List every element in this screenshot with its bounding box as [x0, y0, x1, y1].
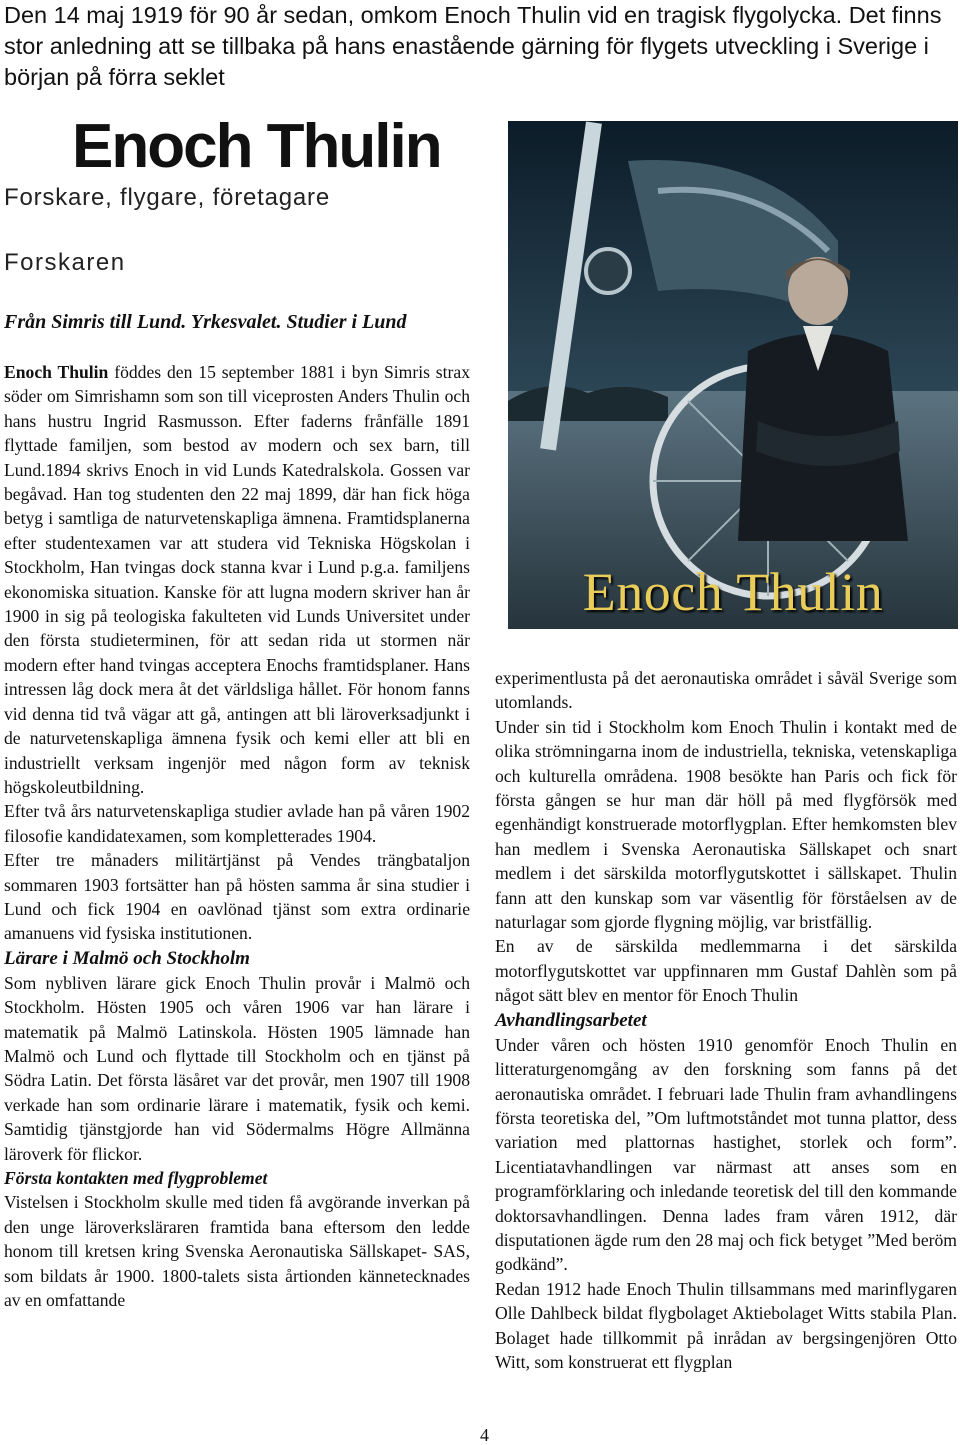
portrait-photo [508, 121, 958, 629]
paragraph: Under våren och hösten 1910 genomför Enoch Thulin en litteraturgenomgång av den forskning som fanns på det aeronautiska området. I februari lade Thulin fram avhandlingens första teoretiska del, ”Om luftmotståndet mot tunna plattor, dess variation med plattornas hastighet, storlek och form”. Licentiatavhandlingen var närmast att anses som en programförklaring och inledande teoretisk del till den kommande doktorsavhandlingen. Denna lades fram våren 1912, där disputationen ägde rum den 28 maj och fick betyget ”Med beröm godkänd”. [495, 1034, 957, 1275]
left-column [4, 360, 470, 1312]
page-title: Enoch Thulin [72, 112, 441, 181]
paragraph [4, 360, 470, 799]
photo-illustration [508, 121, 958, 629]
section-heading-first-contact: Första kontakten med flygproblemet [4, 1168, 268, 1188]
page-number: 4 [480, 1425, 489, 1445]
right-column [495, 666, 957, 1374]
paragraph: En av de särskilda medlemmarna i det särskilda motorflygutskottet var uppfinnaren mm Gustaf Dahlèn som på något sätt blev en mentor för Enoch Thulin [495, 936, 957, 1006]
paragraph: Som nybliven lärare gick Enoch Thulin provår i Malmö och Stockholm. Hösten 1905 och våren 1906 var han lärare i matematik på Malmö Latinskola. Hösten 1905 lämnade han Malmö och Lund och flyttade till Stockholm och en tjänst på Södra Latin. Det första läsåret var det provår, men 1907 till 1908 verkade han som ordinarie lärare i matematik, fysik och kemi. Samtidig tjänstgjorde han vid Södermalms Högre Allmänna läroverk för flickor. [4, 972, 470, 1164]
paragraph: Vistelsen i Stockholm skulle med tiden få avgörande inverkan på den unge läroverksläraren framtida bana eftersom den ledde honom till kretsen kring Svenska Aeronautiska Sällskapet- SAS, som bildats år 1900. 1800-talets sista årtionden kännetecknades av en omfattande [4, 1192, 470, 1311]
subtitle: Forskare, flygare, företagare [4, 184, 331, 211]
paragraph: experimentlusta på det aeronautiska området i såväl Sverige som utomlands. [495, 668, 957, 713]
intro-text: Den 14 maj 1919 för 90 år sedan, omkom Enoch Thulin vid en tragisk flygolycka. Det finns stor anledning att se tillbaka på hans enastående gärning för flygets utveckling i Sverige i början på förra seklet [4, 2, 942, 90]
section-heading-teacher: Lärare i Malmö och Stockholm [4, 947, 250, 969]
photo-caption: Enoch Thulin [582, 562, 884, 622]
section-heading: Forskaren [4, 249, 126, 276]
paragraph-text: föddes den 15 september 1881 i byn Simris strax söder om Simrishamn som son till viceprosten Anders Thulin och hans hustru Ingrid Rasmusson. Efter faderns frånfälle 1891 flyttade familjen, som bestod av modern och sex barn, till Lund.1894 skrivs Enoch in vid Lunds Katedralskola. Gossen var begåvad. Han tog studenten den 22 maj 1899, där han fick höga betyg i samtliga de naturvetenskapliga ämnena. Framtidsplanerna efter studentexamen var att studera vid Tekniska Högskolan i Stockholm, Han tvingas dock stanna kvar i Lund p.g.a. familjens ekonomiska situation. Kanske för att lugna modern skriver han år 1900 in sig på teologiska fakulteten vid Lunds Universitet under den första studieterminen, för att sedan rida ut stormen när modern efter hand tvingas acceptera Enochs framtidsplaner. Hans intressen låg dock mera åt det världsliga hållet. För honom fanns vid denna tid två vägar att gå, antingen att bli läroverksadjunkt i de naturvetenskapliga ämnena fysik och kemi eller att bli en industriellt verksam ingenjör med någon form av teknisk högskoleutbildning. [4, 362, 471, 797]
section-heading-thesis: Avhandlingsarbetet [495, 1009, 647, 1031]
paragraph: Under sin tid i Stockholm kom Enoch Thulin i kontakt med de olika strömningarna inom de industriella, tekniska, vetenskapliga och kulturella områdena. 1908 besökte han Paris och fick för första gången se hur man där höll på med flygförsök med egenhändigt konstruerade motorflygplan. Efter hemkomsten blev han medlem i Svenska Aeronautiska Sällskapet och snart medlem i det särskilda motorflygutskottet i sällskapet. Thulin fann att den kunskap som var väsentlig för förståelsen av de naturlagar som gjorde flygning möjlig, var bristfällig. [495, 716, 957, 933]
paragraph: Efter tre månaders militärtjänst på Vendes trängbataljon sommaren 1903 fortsätter han på hösten samma år sina studier i Lund och fick 1904 en oavlönad tjänst som extra ordinarie amanuens vid fysiska institutionen. [4, 850, 470, 944]
paragraph: Redan 1912 hade Enoch Thulin tillsammans med marinflygaren Olle Dahlbeck bildat flygbolaget Aktiebolaget Witts stabila Plan. Bolaget hade tillkommit på inrådan av bergsingenjören Otto Witt, som konstruerat ett flygplan [495, 1278, 957, 1372]
subheading: Från Simris till Lund. Yrkesvalet. Studier i Lund [4, 311, 407, 333]
lead-name: Enoch Thulin [4, 362, 109, 382]
paragraph: Efter två års naturvetenskapliga studier avlade han på våren 1902 filosofie kandidatexamen, som kompletterades 1904. [4, 801, 470, 846]
